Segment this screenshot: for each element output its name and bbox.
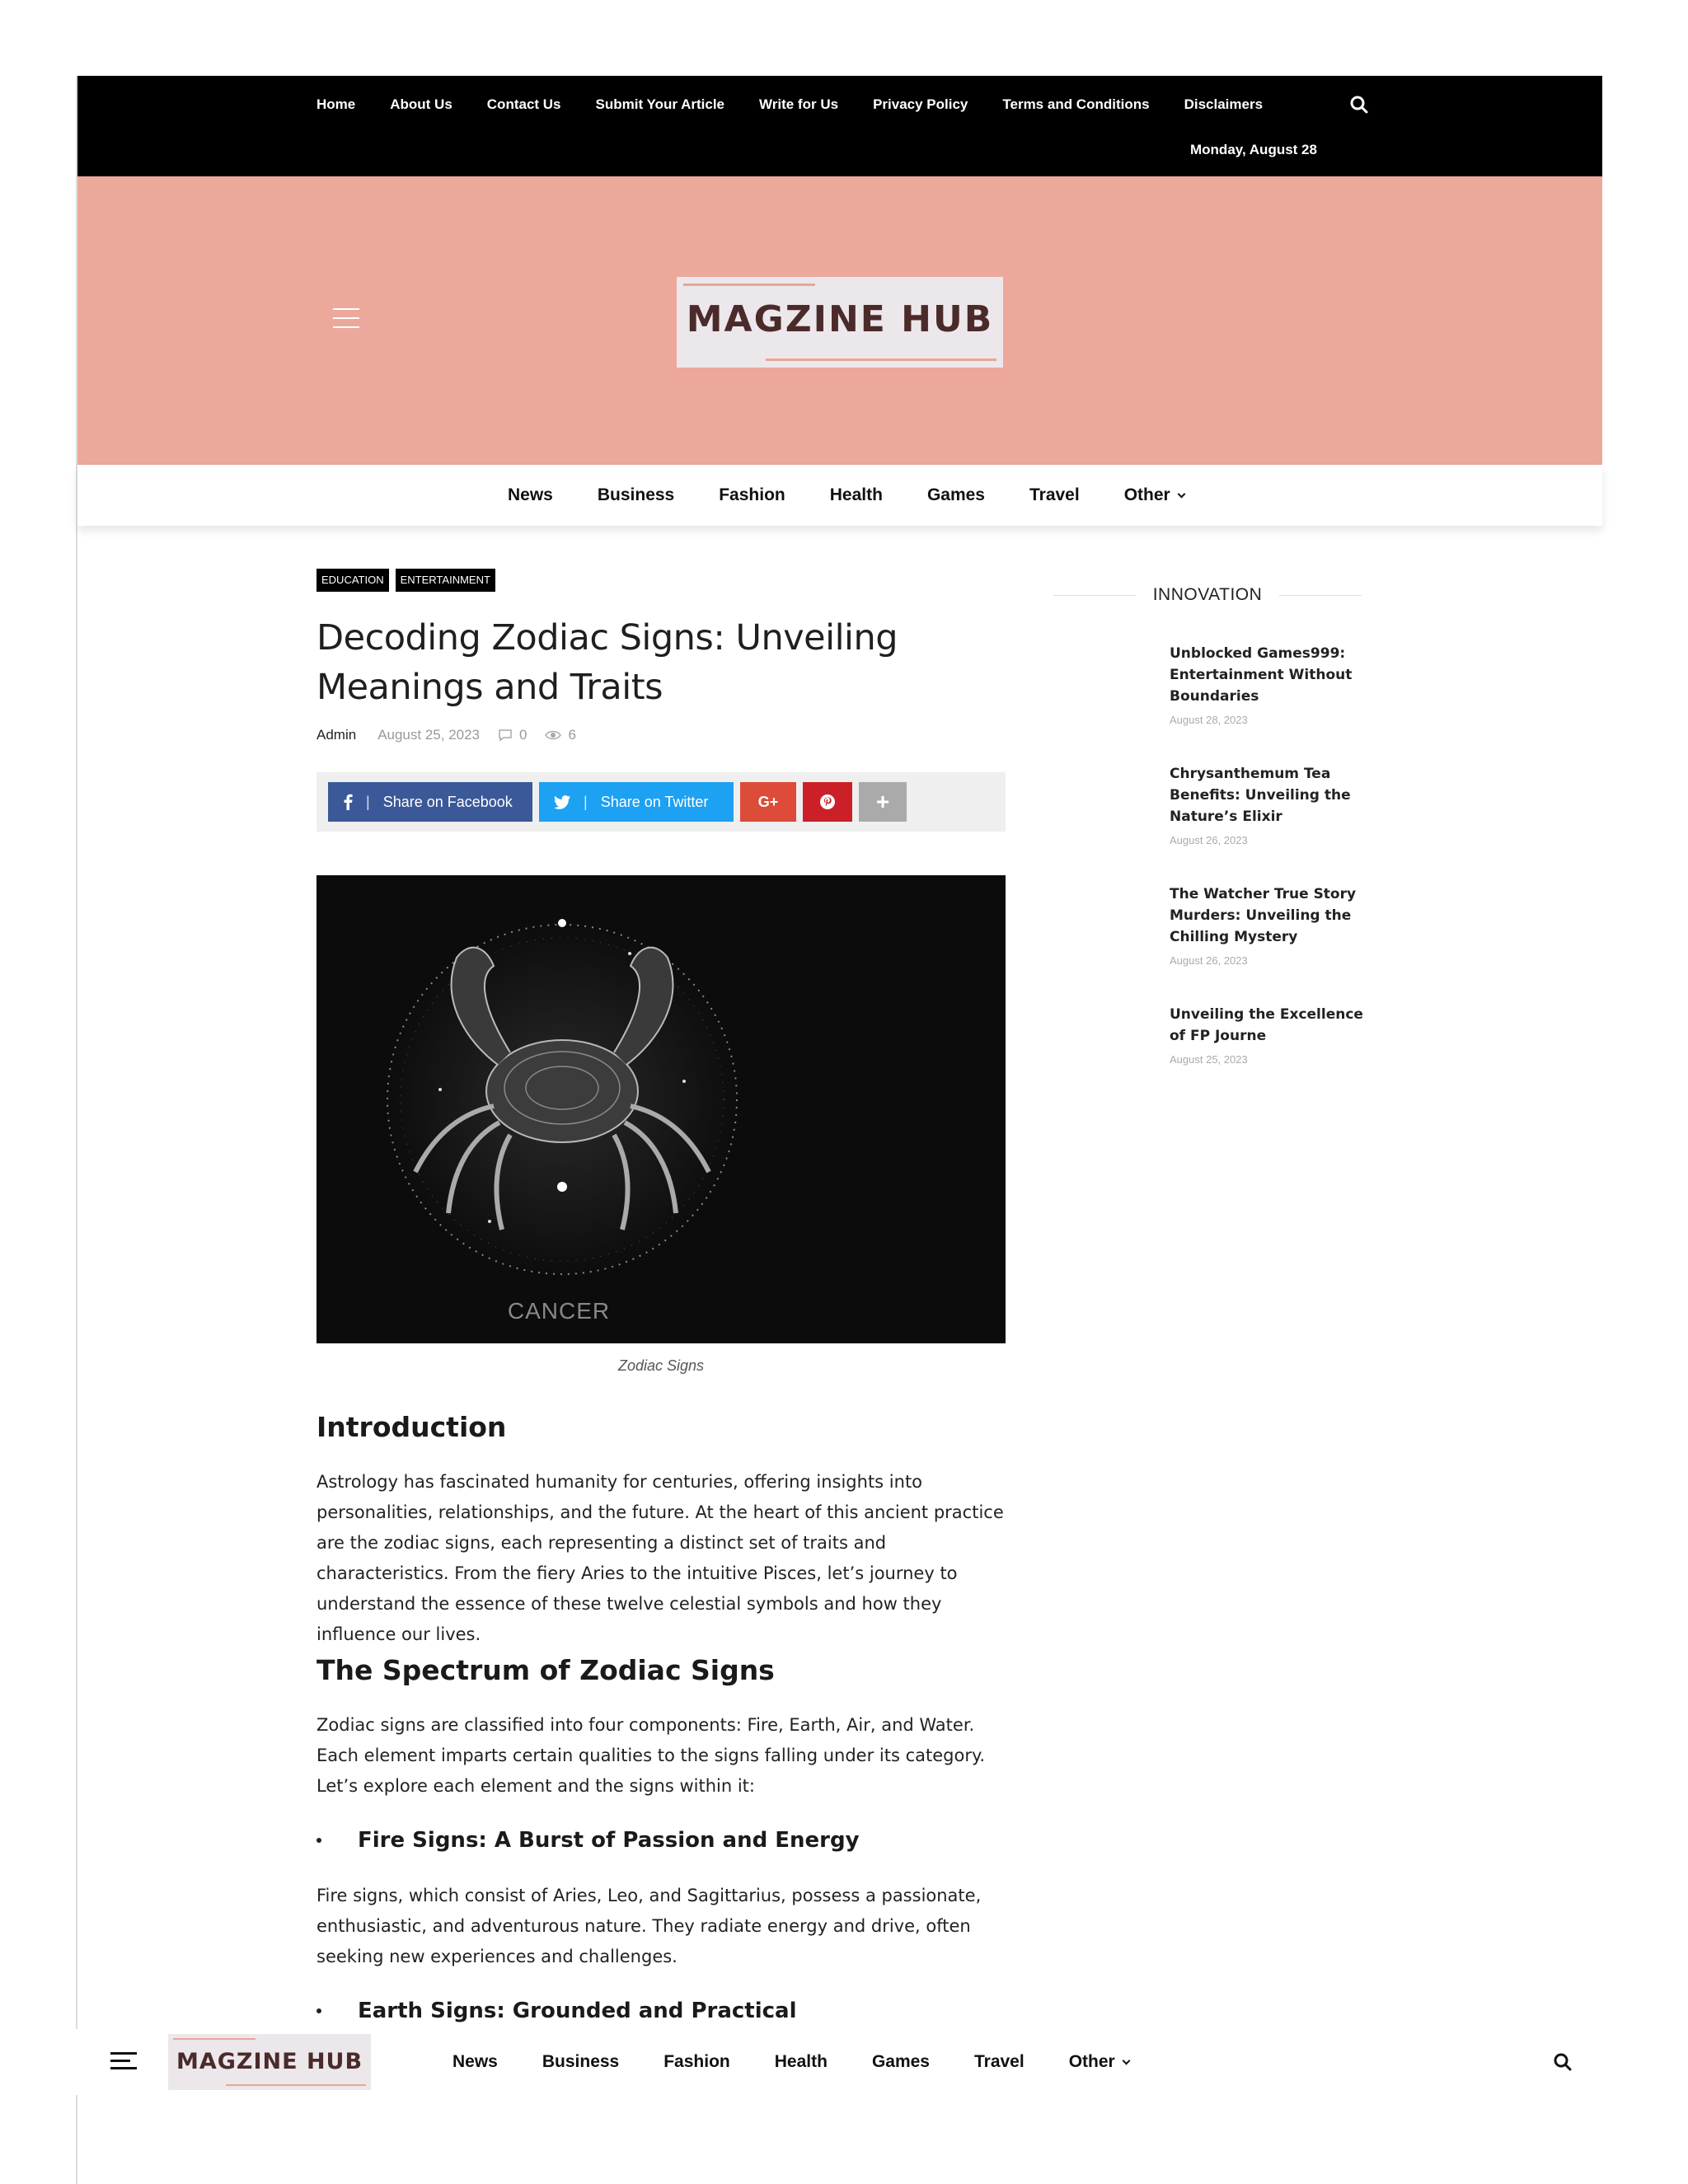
image-label: CANCER: [507, 1298, 611, 1324]
site-header: [77, 176, 1602, 465]
sidebar-post[interactable]: [1170, 1004, 1364, 1066]
site-logo[interactable]: [677, 277, 1003, 368]
heading-fire-signs-text: Fire Signs: A Burst of Passion and Energy: [358, 1828, 860, 1853]
image-caption: Zodiac Signs: [617, 1357, 705, 1374]
nav-item-business[interactable]: Business: [597, 485, 675, 504]
twitter-icon: [554, 795, 570, 809]
sidebar-post-title[interactable]: Unveiling the Excellence of FP Journe: [1170, 1006, 1363, 1044]
facebook-icon: [343, 794, 353, 810]
share-bar: [316, 772, 1006, 832]
view-count: 6: [568, 727, 576, 743]
heading-earth-signs: [316, 1999, 797, 2023]
top-link-about[interactable]: About Us: [390, 96, 452, 112]
sticky-nav-item-travel[interactable]: Travel: [973, 2052, 1025, 2071]
sticky-nav-item-other[interactable]: [1069, 2052, 1129, 2072]
share-pinterest-button[interactable]: [803, 782, 852, 822]
logo-text: MAGZINE HUB: [686, 298, 994, 340]
heading-earth-signs-text: Earth Signs: Grounded and Practical: [358, 1999, 797, 2023]
heading-spectrum: The Spectrum of Zodiac Signs: [316, 1654, 775, 1686]
share-googleplus-button[interactable]: [740, 782, 796, 822]
heading-introduction: Introduction: [316, 1411, 507, 1443]
sticky-header: [76, 2029, 1601, 2095]
publish-date: August 25, 2023: [377, 727, 481, 743]
sidebar-heading: [1053, 580, 1362, 610]
sidebar-post-title[interactable]: Chrysanthemum Tea Benefits: Unveiling the Nature’s Elixir: [1170, 766, 1351, 825]
comment-icon: [498, 729, 513, 742]
category-tag-education[interactable]: EDUCATION: [316, 569, 389, 592]
top-link-terms[interactable]: Terms and Conditions: [1002, 96, 1150, 112]
sticky-nav-item-fashion[interactable]: Fashion: [663, 2052, 730, 2071]
sidebar-post[interactable]: [1170, 883, 1364, 967]
sticky-nav-item-health[interactable]: Health: [774, 2052, 828, 2071]
plus-icon: +: [875, 789, 890, 814]
sticky-nav-item-business[interactable]: Business: [542, 2052, 620, 2071]
category-tag-entertainment[interactable]: ENTERTAINMENT: [396, 569, 495, 592]
share-more-button[interactable]: [859, 782, 907, 822]
paragraph-spectrum: Zodiac signs are classified into four components: Fire, Earth, Air, and Water. Each element imparts certain qualities to the signs falling under its category. Let’s explore each element and the signs within it:: [316, 1715, 986, 1796]
sidebar-post-date: August 26, 2023: [1170, 834, 1248, 846]
nav-item-fashion[interactable]: Fashion: [719, 485, 785, 504]
featured-image: [316, 875, 1006, 1343]
main-nav: [77, 465, 1602, 526]
top-nav: [316, 92, 1297, 117]
category-tags: [316, 569, 495, 592]
comment-count: 0: [519, 727, 528, 743]
sidebar-post-date: August 28, 2023: [1170, 714, 1248, 726]
sidebar-post-title[interactable]: The Watcher True Story Murders: Unveiling the Chilling Mystery: [1170, 886, 1357, 945]
top-link-home[interactable]: Home: [316, 96, 356, 112]
search-icon[interactable]: [1347, 92, 1372, 117]
menu-icon[interactable]: [333, 308, 359, 330]
sidebar-post-date: August 25, 2023: [1170, 1053, 1248, 1066]
sticky-nav-item-other-label: Other: [1068, 2052, 1115, 2071]
article-meta: [316, 727, 594, 743]
nav-item-other-label: Other: [1123, 485, 1170, 504]
sticky-logo[interactable]: [168, 2034, 371, 2090]
share-facebook-button[interactable]: | Share on Facebook: [328, 782, 532, 822]
paragraph-fire-signs: Fire signs, which consist of Aries, Leo, and Sagittarius, possess a passionate, enthusiastic, and adventurous nature. They radiate energy and drive, often seeking new experiences and challenges.: [316, 1886, 982, 1966]
sidebar-post[interactable]: [1170, 643, 1364, 726]
share-twitter-button[interactable]: | Share on Twitter: [539, 782, 734, 822]
top-link-privacy[interactable]: Privacy Policy: [873, 96, 968, 112]
sticky-nav-item-games[interactable]: Games: [871, 2052, 930, 2071]
nav-item-games[interactable]: Games: [926, 485, 985, 504]
top-link-disclaimers[interactable]: Disclaimers: [1184, 96, 1264, 112]
sidebar-post[interactable]: [1170, 763, 1364, 846]
nav-item-health[interactable]: Health: [829, 485, 883, 504]
menu-icon[interactable]: [110, 2052, 137, 2072]
sidebar-post-date: August 26, 2023: [1170, 954, 1248, 967]
top-bar: [77, 76, 1602, 176]
author-name[interactable]: Admin: [316, 727, 357, 743]
heading-fire-signs: [316, 1828, 860, 1853]
eye-icon: [545, 729, 561, 741]
sticky-nav: [452, 2029, 1174, 2095]
current-date: Monday, August 28: [1190, 142, 1317, 157]
chevron-down-icon: [1177, 490, 1185, 499]
paragraph-introduction: Astrology has fascinated humanity for centuries, offering insights into personalities, relationships, and the future. At the heart of this ancient practice are the zodiac signs, each representing a distinct set of traits and characteristics. From the fiery Aries to the intuitive Pisces, let’s journey to understand the essence of these twelve celestial symbols and how they influence our lives.: [316, 1472, 1004, 1644]
nav-item-travel[interactable]: Travel: [1029, 485, 1080, 504]
page: [76, 76, 1601, 2184]
sticky-logo-text: MAGZINE HUB: [176, 2049, 363, 2074]
top-link-submit-article[interactable]: Submit Your Article: [595, 96, 725, 112]
top-link-write-for-us[interactable]: Write for Us: [759, 96, 839, 112]
sticky-nav-item-news[interactable]: News: [452, 2052, 498, 2071]
cancer-crab-illustration: [316, 875, 1006, 1343]
chevron-down-icon: [1122, 2057, 1130, 2065]
top-link-contact[interactable]: Contact Us: [486, 96, 561, 112]
share-twitter-label: Share on Twitter: [600, 793, 709, 810]
article-title: Decoding Zodiac Signs: Unveiling Meanings and Traits: [316, 617, 898, 708]
sidebar-heading-text: INNOVATION: [1138, 585, 1278, 604]
sidebar-post-title[interactable]: Unblocked Games999: Entertainment Without Boundaries: [1170, 645, 1353, 705]
nav-item-news[interactable]: News: [508, 485, 553, 504]
pinterest-icon: [819, 794, 836, 810]
search-icon[interactable]: [1551, 2050, 1574, 2074]
googleplus-icon: G+: [757, 793, 779, 810]
nav-item-other[interactable]: [1124, 485, 1184, 505]
share-facebook-label: Share on Facebook: [382, 793, 513, 810]
